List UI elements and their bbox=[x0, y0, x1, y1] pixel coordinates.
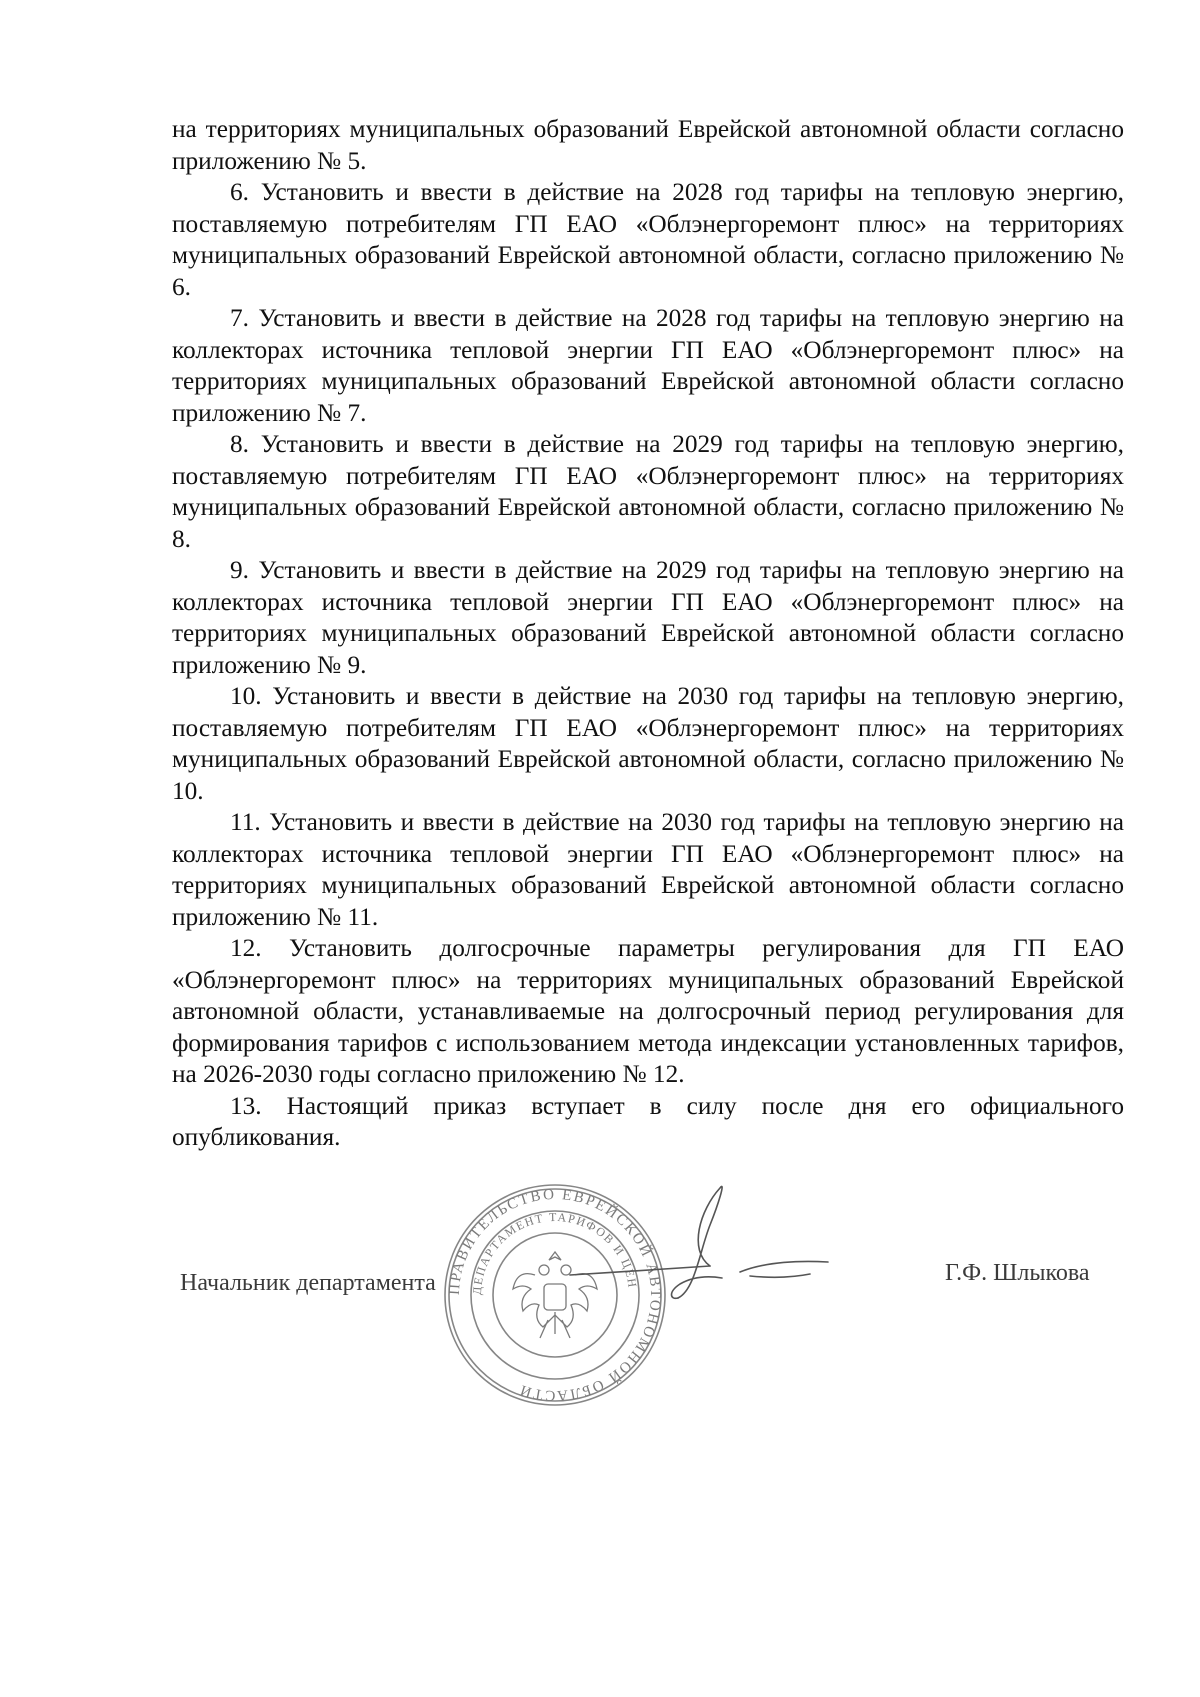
signature-block bbox=[0, 1180, 1200, 1440]
signer-name: Г.Ф. Шлыкова bbox=[945, 1260, 1090, 1286]
paragraph-item-8: 8. Установить и ввести в действие на 2029 год тарифы на тепловую энергию, поставляемую потребителям ГП ЕАО «Облэнергоремонт плюс» на территориях муниципальных образований Еврейской автономной области, согласно приложению № 8. bbox=[172, 430, 1124, 553]
paragraph-continuation: на территориях муниципальных образований Еврейской автономной области согласно приложению № 5. bbox=[172, 115, 1124, 175]
stamp-outer-text: ПРАВИТЕЛЬСТВО ЕВРЕЙСКОЙ АВТОНОМНОЙ ОБЛАСТИ bbox=[446, 1186, 664, 1404]
paragraph-item-11: 11. Установить и ввести в действие на 2030 год тарифы на тепловую энергию на коллекторах источника тепловой энергии ГП ЕАО «Облэнергоремонт плюс» на территориях муниципальных образований Еврейской автономной области согласно приложению № 11. bbox=[172, 808, 1124, 931]
paragraph-item-10: 10. Установить и ввести в действие на 2030 год тарифы на тепловую энергию, поставляемую потребителям ГП ЕАО «Облэнергоремонт плюс» на территориях муниципальных образований Еврейской автономной области, согласно приложению № 10. bbox=[172, 682, 1124, 805]
paragraph-item-9: 9. Установить и ввести в действие на 2029 год тарифы на тепловую энергию на коллекторах источника тепловой энергии ГП ЕАО «Облэнергоремонт плюс» на территориях муниципальных образований Еврейской автономной области согласно приложению № 9. bbox=[172, 556, 1124, 679]
stamp-inner-text: ДЕПАРТАМЕНТ ТАРИФОВ И ЦЕН bbox=[469, 1209, 640, 1296]
document-body bbox=[172, 114, 1124, 1154]
handwritten-signature bbox=[560, 1180, 840, 1310]
paragraph-item-13: 13. Настоящий приказ вступает в силу после дня его официального опубликования. bbox=[172, 1091, 1124, 1151]
paragraph-item-6: 6. Установить и ввести в действие на 2028 год тарифы на тепловую энергию, поставляемую потребителям ГП ЕАО «Облэнергоремонт плюс» на территориях муниципальных образований Еврейской автономной области, согласно приложению № 6. bbox=[172, 178, 1124, 301]
signer-position-title: Начальник департамента bbox=[180, 1270, 436, 1296]
paragraph-item-7: 7. Установить и ввести в действие на 2028 год тарифы на тепловую энергию на коллекторах источника тепловой энергии ГП ЕАО «Облэнергоремонт плюс» на территориях муниципальных образований Еврейской автономной области согласно приложению № 7. bbox=[172, 304, 1124, 427]
paragraph-item-12: 12. Установить долгосрочные параметры регулирования для ГП ЕАО «Облэнергоремонт плюс» на территориях муниципальных образований Еврейской автономной области, устанавливаемые на долгосрочный период регулирования для формирования тарифов с использованием метода индексации установленных тарифов, на 2026-2030 годы согласно приложению № 12. bbox=[172, 934, 1124, 1088]
